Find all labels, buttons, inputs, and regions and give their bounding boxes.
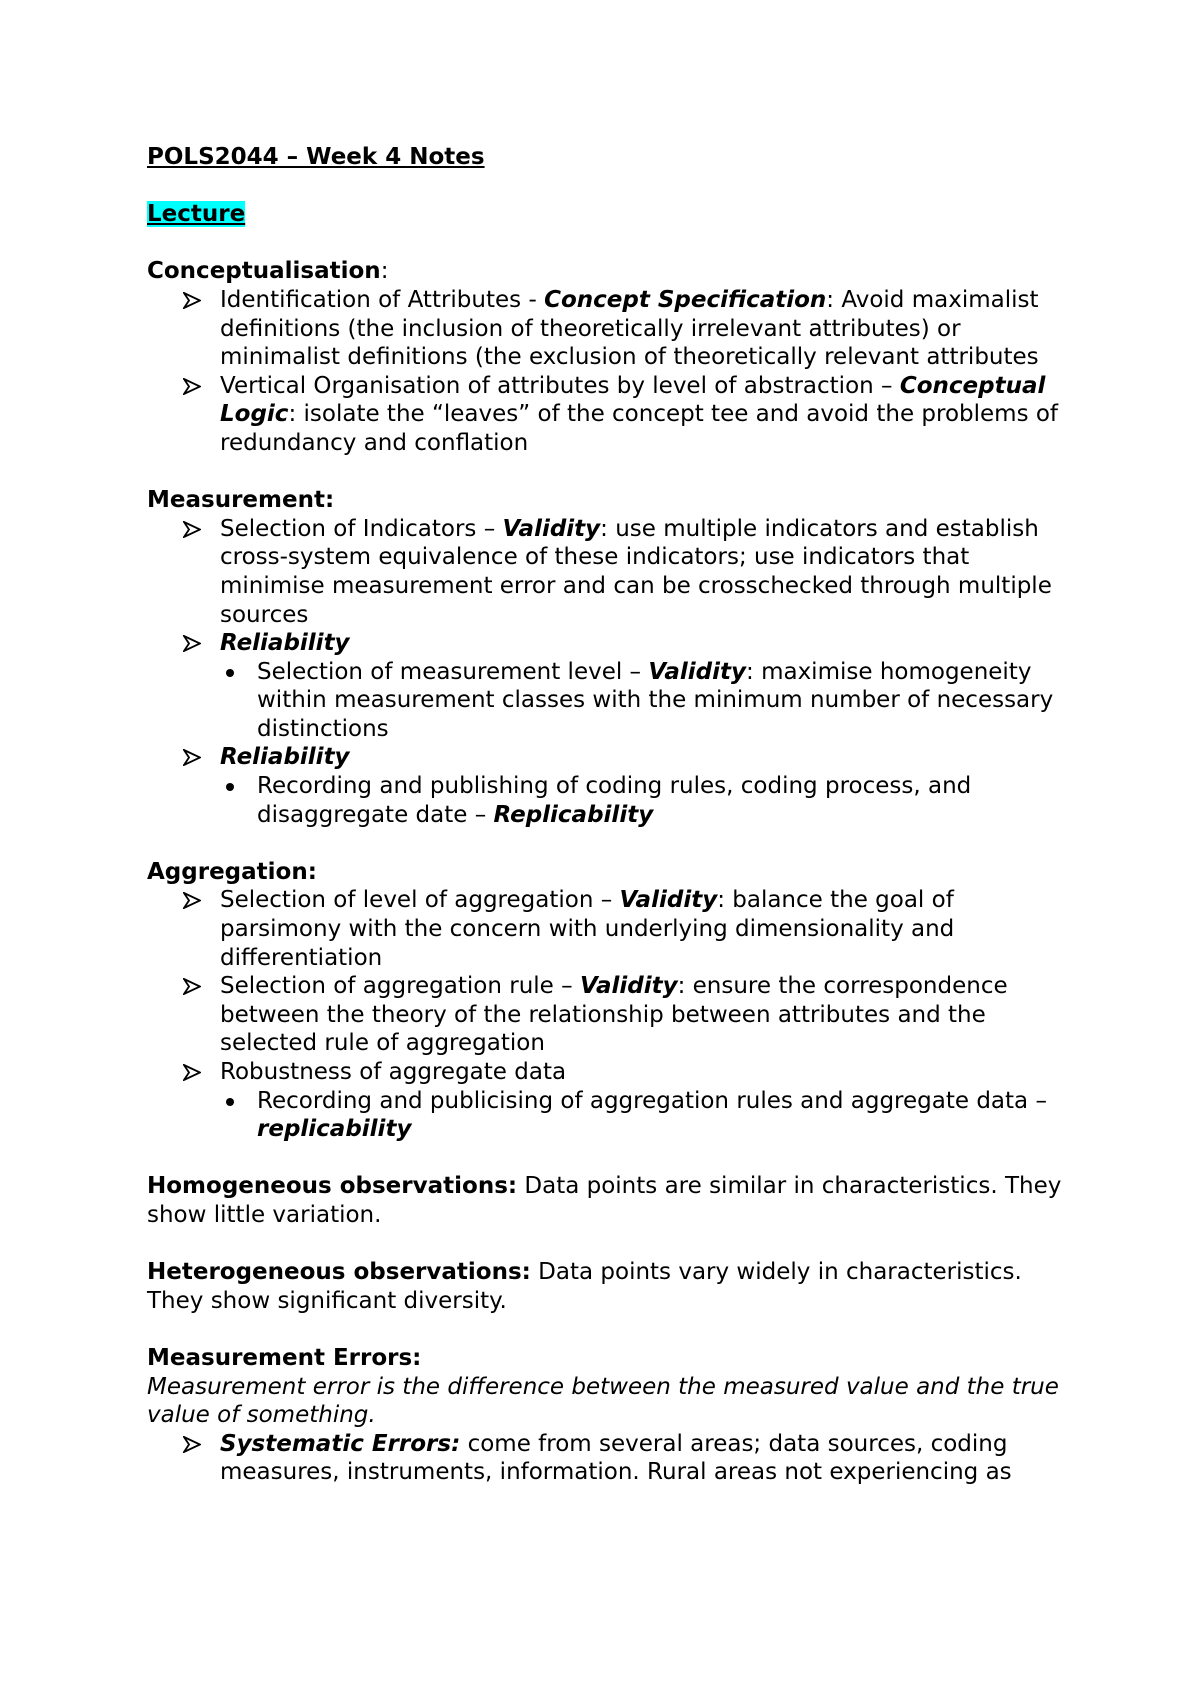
measurement-errors-section (147, 1344, 1067, 1487)
item-text: : Avoid maximalist definitions (the inclusion of theoretically irrelevant attributes) or minimalist definitions (the exclusion of theoretically relevant attributes (220, 286, 1039, 371)
list-item (147, 1430, 1067, 1487)
arrow-bullet-icon (183, 372, 207, 401)
definition-term: Heterogeneous observations: (147, 1259, 531, 1286)
conceptualisation-heading (147, 257, 1067, 286)
item-text: : use multiple indicators and establish cross-system equivalence of these indicators; use indicators that minimise measurement error and can be crosschecked through multiple sources (220, 515, 1052, 628)
list-item (147, 286, 1067, 372)
measurement-section (147, 486, 1067, 829)
arrow-bullet-icon (183, 972, 207, 1001)
conceptualisation-heading-text: Conceptualisation (147, 258, 381, 285)
item-emphasis: replicability (257, 1116, 412, 1143)
item-text: Recording and publicising of aggregation rules and aggregate data – (257, 1087, 1047, 1114)
lecture-heading: Lecture (147, 201, 246, 228)
conceptualisation-list (147, 286, 1067, 458)
bullet-dot-icon (226, 669, 234, 677)
sub-list (220, 1087, 1067, 1144)
item-text: Selection of measurement level – (257, 658, 649, 685)
conceptualisation-heading-colon: : (380, 258, 389, 285)
item-emphasis: Reliability (220, 744, 350, 771)
item-emphasis: Reliability (220, 630, 350, 657)
item-text: Vertical Organisation of attributes by level of abstraction – (220, 372, 900, 399)
item-text: : maximise homogeneity within measurement classes with the minimum number of necessary distinctions (257, 658, 1054, 742)
list-item (147, 1058, 1067, 1144)
homogeneous-definition (147, 1172, 1067, 1229)
item-emphasis: Validity (619, 887, 718, 914)
aggregation-heading: Aggregation: (147, 858, 317, 885)
arrow-bullet-icon (183, 743, 207, 772)
document-body (147, 143, 1067, 1516)
item-emphasis: Validity (648, 658, 747, 685)
item-emphasis: Concept Specification (544, 286, 827, 313)
definition-text: Data points are similar in characteristics. They show little variation. (147, 1173, 1062, 1228)
arrow-bullet-icon (183, 286, 207, 315)
list-item (147, 372, 1067, 458)
item-text: come from several areas; data sources, coding measures, instruments, information. Rural areas not experiencing as (220, 1430, 1012, 1486)
measurement-errors-intro: Measurement error is the difference between the measured value and the true value of something. (147, 1373, 1059, 1429)
list-item (147, 886, 1067, 972)
list-item (147, 743, 1067, 829)
measurement-list (147, 515, 1067, 830)
item-text: Selection of level of aggregation – (220, 887, 620, 914)
arrow-bullet-icon (183, 1430, 207, 1459)
item-emphasis: Conceptual Logic (220, 372, 1046, 428)
item-emphasis: Validity (502, 515, 601, 542)
measurement-errors-heading: Measurement Errors: (147, 1344, 422, 1371)
sub-list-item (220, 658, 1067, 744)
item-text: Selection of Indicators – (220, 515, 503, 542)
definition-term: Homogeneous observations: (147, 1173, 518, 1200)
conceptualisation-section (147, 257, 1067, 457)
sub-list (220, 658, 1067, 744)
item-text: Selection of aggregation rule – (220, 973, 580, 1000)
arrow-bullet-icon (183, 1058, 207, 1087)
arrow-bullet-icon (183, 629, 207, 658)
list-item (147, 629, 1067, 743)
aggregation-section (147, 858, 1067, 1144)
item-text: Robustness of aggregate data (220, 1059, 567, 1085)
item-text: : isolate the “leaves” of the concept tee and avoid the problems of redundancy and conflation (220, 401, 1059, 456)
bullet-dot-icon (226, 1098, 234, 1106)
measurement-heading: Measurement: (147, 487, 335, 514)
definition-text: Data points vary widely in characteristics. They show significant diversity. (147, 1259, 1022, 1314)
aggregation-list (147, 886, 1067, 1143)
sub-list (220, 772, 1067, 829)
item-text: Identification of Attributes - (220, 286, 545, 313)
heterogeneous-definition (147, 1258, 1067, 1315)
lecture-heading-row (147, 200, 1067, 229)
list-item (147, 972, 1067, 1058)
document-title: POLS2044 – Week 4 Notes (147, 144, 485, 170)
arrow-bullet-icon (183, 515, 207, 544)
arrow-bullet-icon (183, 886, 207, 915)
sub-list-item (220, 1087, 1067, 1144)
item-emphasis: Validity (579, 973, 678, 1000)
sub-list-item (220, 772, 1067, 829)
list-item (147, 515, 1067, 629)
bullet-dot-icon (226, 783, 234, 791)
measurement-errors-list (147, 1430, 1067, 1487)
item-text: Recording and publishing of coding rules, coding process, and disaggregate date – (257, 773, 972, 828)
item-emphasis: Systematic Errors: (220, 1430, 461, 1457)
item-text: : balance the goal of parsimony with the concern with underlying dimensionality and differentiation (220, 887, 955, 971)
item-emphasis: Replicability (493, 801, 654, 828)
item-text: : ensure the correspondence between the theory of the relationship between attributes and the selected rule of aggregation (220, 973, 1008, 1057)
